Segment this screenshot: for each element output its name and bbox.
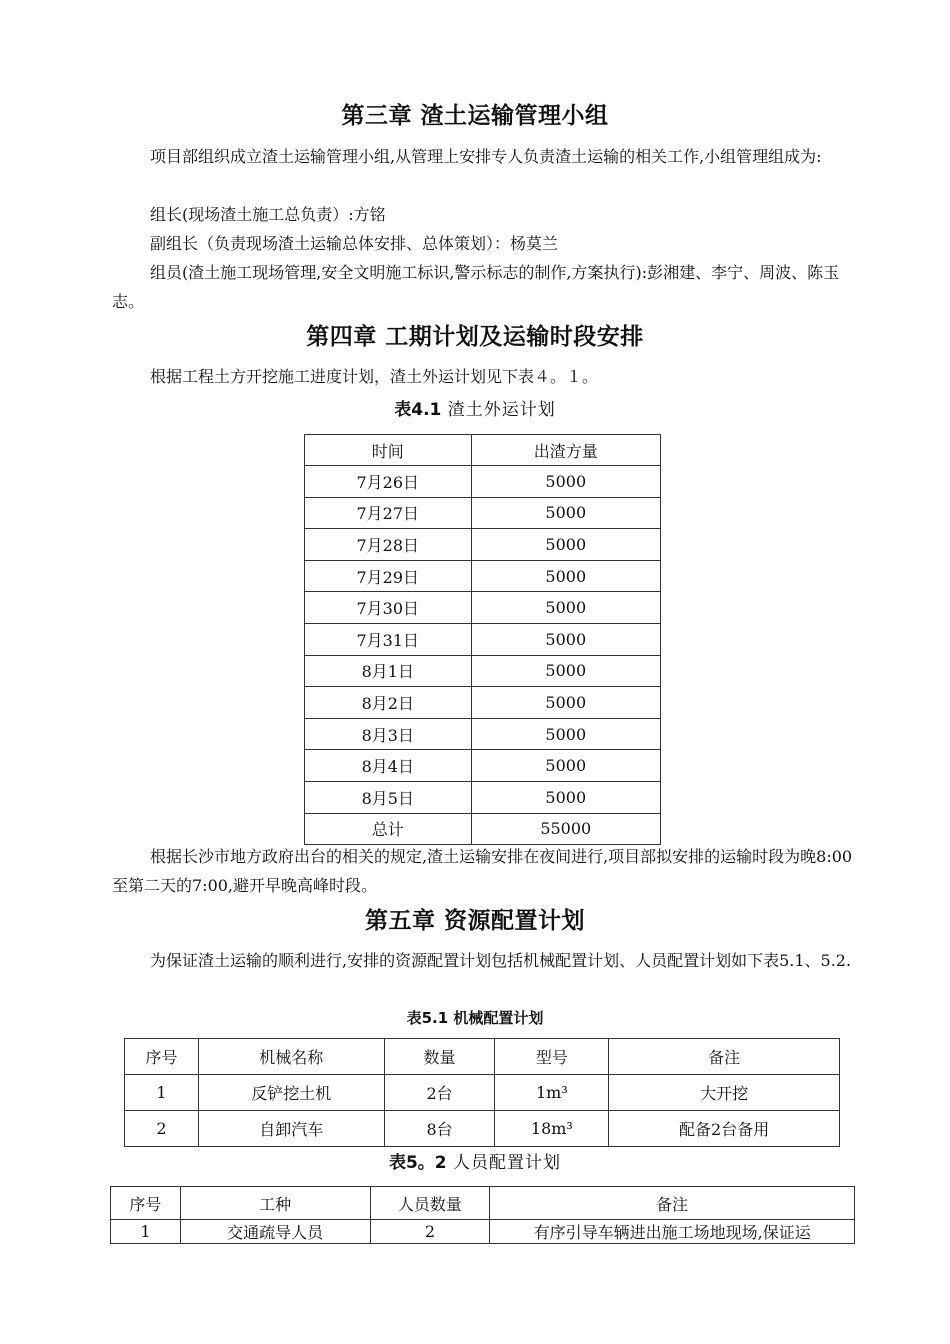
table-row xyxy=(305,560,661,592)
table-cell: 18m³ xyxy=(495,1111,609,1147)
table-cell: 配备2台备用 xyxy=(609,1111,840,1147)
table-cell: 大开挖 xyxy=(609,1075,840,1111)
table41-caption-number: 表4.1 xyxy=(394,400,442,420)
table-row xyxy=(305,592,661,624)
chapter3-members: 组员(渣土施工现场管理,安全文明施工标识,警示标志的制作,方案执行):彭湘建、李宁、周波、陈玉志。 xyxy=(112,263,840,311)
table-cell: 8月4日 xyxy=(305,750,472,782)
table-cell: 5000 xyxy=(471,718,660,750)
table-row xyxy=(305,655,661,687)
table-cell: 7月31日 xyxy=(305,623,472,655)
chapter3-title: 第三章 渣土运输管理小组 xyxy=(341,103,609,129)
table52-header: 人员数量 xyxy=(370,1187,490,1220)
chapter3-deputy: 副组长（负责现场渣土运输总体安排、总体策划）：杨莫兰 xyxy=(150,234,559,253)
table-row xyxy=(305,466,661,498)
table51-header: 数量 xyxy=(384,1039,495,1075)
chapter4-title: 第四章 工期计划及运输时段安排 xyxy=(306,324,644,350)
table-cell: 5000 xyxy=(471,687,660,719)
table-row xyxy=(305,529,661,561)
table-cell: 5000 xyxy=(471,750,660,782)
table-cell: 7月27日 xyxy=(305,497,472,529)
table-cell: 5000 xyxy=(471,497,660,529)
table-52 xyxy=(110,1186,855,1244)
table-row xyxy=(125,1075,840,1111)
table-cell: 55000 xyxy=(471,813,660,845)
table-cell: 5000 xyxy=(471,623,660,655)
table51-header: 序号 xyxy=(125,1039,199,1075)
table-cell: 8台 xyxy=(384,1111,495,1147)
table41-header-row xyxy=(305,435,661,466)
table-cell: 5000 xyxy=(471,655,660,687)
table52-header: 序号 xyxy=(111,1187,181,1220)
table-cell: 8月2日 xyxy=(305,687,472,719)
table-cell: 7月28日 xyxy=(305,529,472,561)
table-row xyxy=(305,497,661,529)
table-41 xyxy=(304,434,661,845)
table51-header: 备注 xyxy=(609,1039,840,1075)
table-total-row xyxy=(305,813,661,845)
chapter3-intro: 项目部组织成立渣土运输管理小组,从管理上安排专人负责渣土运输的相关工作,小组管理组成为: xyxy=(150,147,822,166)
table41-caption xyxy=(0,395,950,420)
table-cell: 1 xyxy=(111,1220,181,1244)
table51-caption: 表5.1 机械配置计划 xyxy=(406,1009,544,1027)
table-51 xyxy=(124,1038,840,1147)
table-cell: 反铲挖土机 xyxy=(198,1075,384,1111)
chapter4-intro: 根据工程土方开挖施工进度计划，渣土外运计划见下表４。１。 xyxy=(150,367,599,386)
table-cell: 7月29日 xyxy=(305,560,472,592)
table-row xyxy=(305,718,661,750)
table51-header: 型号 xyxy=(495,1039,609,1075)
table41-caption-text: 渣土外运计划 xyxy=(447,400,556,420)
table-cell: 2 xyxy=(370,1220,490,1244)
table-cell: 7月30日 xyxy=(305,592,472,624)
table-cell: 5000 xyxy=(471,466,660,498)
table-cell: 8月5日 xyxy=(305,781,472,813)
table-row xyxy=(305,750,661,782)
table51-header-row xyxy=(125,1039,840,1075)
table51-header: 机械名称 xyxy=(198,1039,384,1075)
table41-header: 时间 xyxy=(305,435,472,466)
table-cell: 自卸汽车 xyxy=(198,1111,384,1147)
table-cell: 5000 xyxy=(471,592,660,624)
table-row xyxy=(125,1111,840,1147)
table-cell: 1 xyxy=(125,1075,199,1111)
table52-caption-number: 表5。2 xyxy=(388,1153,447,1173)
table-cell: 8月3日 xyxy=(305,718,472,750)
table-cell: 5000 xyxy=(471,529,660,561)
chapter4-schedule: 根据长沙市地方政府出台的相关的规定,渣土运输安排在夜间进行,项目部拟安排的运输时段为晚8:00至第二天的7:00,避开早晚高峰时段。 xyxy=(112,847,853,895)
table-cell: 8月1日 xyxy=(305,655,472,687)
table-row xyxy=(305,781,661,813)
table-cell: 2台 xyxy=(384,1075,495,1111)
table-cell: 5000 xyxy=(471,560,660,592)
table41-header: 出渣方量 xyxy=(471,435,660,466)
table52-header: 备注 xyxy=(490,1187,855,1220)
table52-header: 工种 xyxy=(180,1187,370,1220)
chapter3-leader: 组长(现场渣土施工总负责）:方铭 xyxy=(150,205,386,224)
table52-caption xyxy=(0,1148,950,1173)
table-cell: 2 xyxy=(125,1111,199,1147)
table52-header-row xyxy=(111,1187,855,1220)
table-cell: 7月26日 xyxy=(305,466,472,498)
table-cell: 1m³ xyxy=(495,1075,609,1111)
table-cell: 5000 xyxy=(471,781,660,813)
chapter5-intro: 为保证渣土运输的顺利进行,安排的资源配置计划包括机械配置计划、人员配置计划如下表5.1、5.2. xyxy=(150,951,852,970)
table-cell: 总计 xyxy=(305,813,472,845)
table-cell: 有序引导车辆进出施工场地现场,保证运 xyxy=(490,1220,855,1244)
table-row xyxy=(111,1220,855,1244)
table-row xyxy=(305,687,661,719)
table-row xyxy=(305,623,661,655)
table-cell: 交通疏导人员 xyxy=(180,1220,370,1244)
chapter5-title: 第五章 资源配置计划 xyxy=(364,908,585,934)
table52-caption-text: 人员配置计划 xyxy=(453,1153,562,1173)
